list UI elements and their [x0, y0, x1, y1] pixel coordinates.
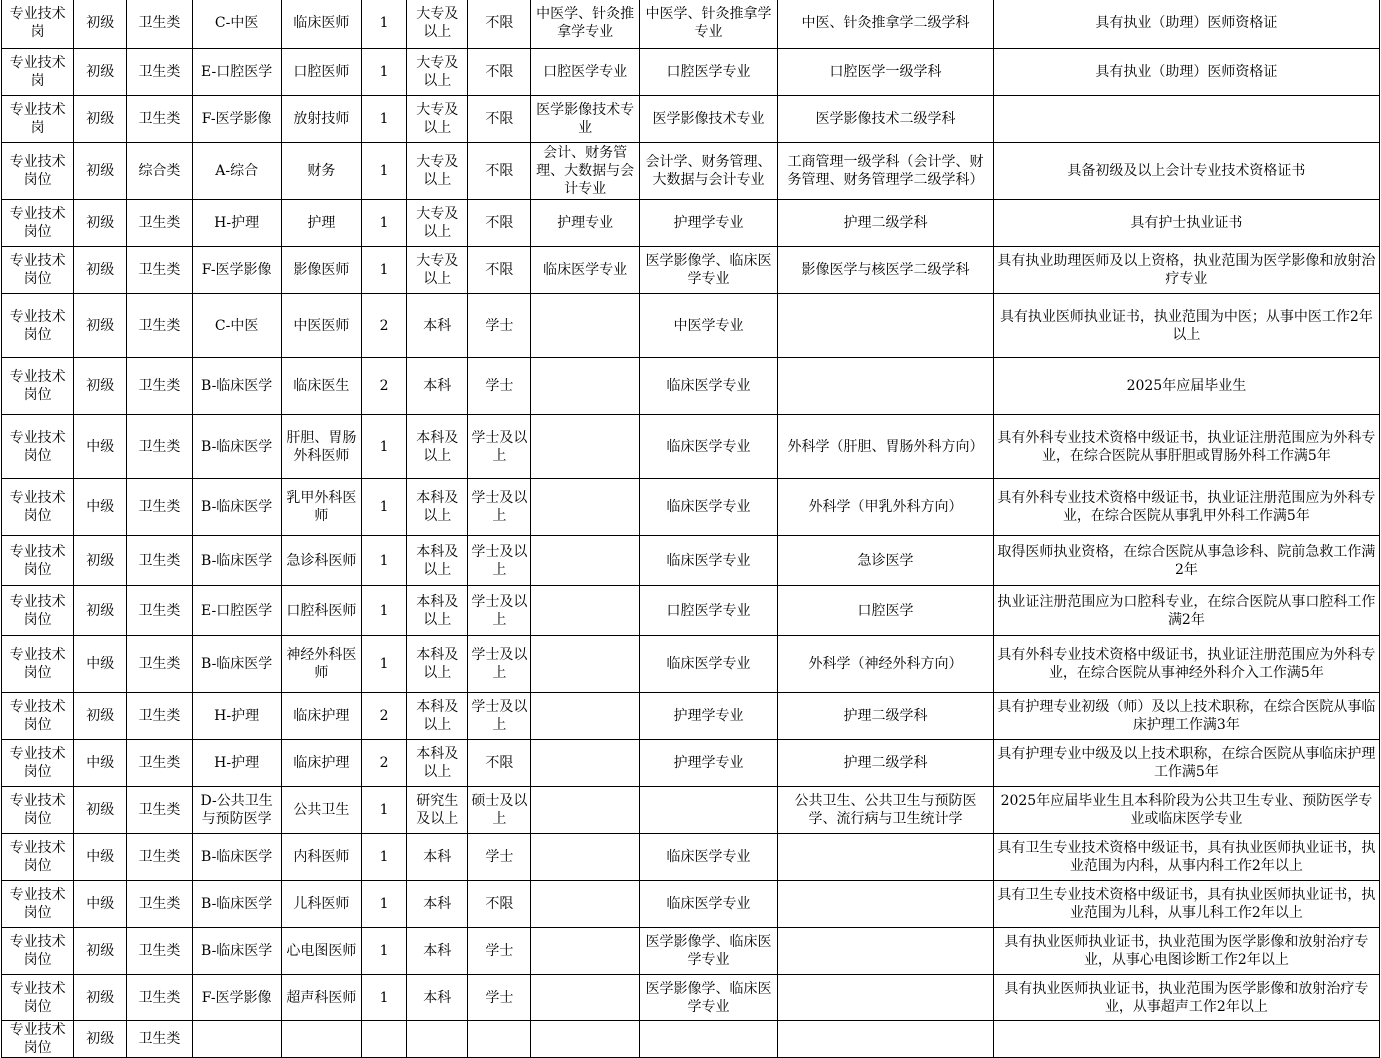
cell-graduate-major: 口腔医学一级学科: [778, 49, 994, 96]
cell-education: 本科及以上: [407, 586, 468, 636]
cell-college-major: 护理专业: [531, 200, 639, 247]
cell-graduate-major: 外科学（甲乳外科方向）: [778, 479, 994, 536]
cell-education: 大专及以上: [407, 247, 468, 294]
cell-graduate-major: 口腔医学: [778, 586, 994, 636]
cell-category: 卫生类: [127, 358, 192, 415]
cell-headcount: 1: [362, 96, 407, 143]
cell-position-name: 放射技师: [281, 96, 361, 143]
cell-college-major: [531, 358, 639, 415]
cell-bachelor-major: [639, 1021, 777, 1058]
cell-post-type: 专业技术岗位: [2, 415, 74, 479]
cell-category: 卫生类: [127, 586, 192, 636]
cell-college-major: [531, 740, 639, 787]
table-row: [2, 200, 1380, 247]
cell-post-type: 专业技术岗位: [2, 1021, 74, 1058]
cell-bachelor-major: [639, 787, 777, 834]
cell-position-name: 内科医师: [281, 834, 361, 881]
cell-other-requirements: 具有执业助理医师及以上资格，执业范围为医学影像和放射治疗专业: [993, 247, 1379, 294]
cell-post-type: 专业技术岗位: [2, 358, 74, 415]
cell-bachelor-major: 临床医学专业: [639, 479, 777, 536]
cell-degree: 不限: [468, 200, 531, 247]
cell-bachelor-major: 会计学、财务管理、大数据与会计专业: [639, 143, 777, 200]
cell-exam-category: A-综合: [192, 143, 281, 200]
cell-other-requirements: [993, 1021, 1379, 1058]
cell-education: [407, 1021, 468, 1058]
cell-headcount: 1: [362, 834, 407, 881]
cell-category: 卫生类: [127, 636, 192, 693]
cell-other-requirements: 2025年应届毕业生且本科阶段为公共卫生专业、预防医学专业或临床医学专业: [993, 787, 1379, 834]
cell-headcount: 2: [362, 358, 407, 415]
cell-bachelor-major: 临床医学专业: [639, 881, 777, 928]
cell-education: 本科及以上: [407, 636, 468, 693]
table-row: [2, 247, 1380, 294]
cell-education: 本科: [407, 834, 468, 881]
cell-bachelor-major: 医学影像学、临床医学专业: [639, 975, 777, 1021]
cell-headcount: 2: [362, 693, 407, 740]
cell-other-requirements: 具有外科专业技术资格中级证书，执业证注册范围应为外科专业，在综合医院从事神经外科介入工作满5年: [993, 636, 1379, 693]
cell-degree: 学士: [468, 928, 531, 975]
cell-degree: 学士及以上: [468, 586, 531, 636]
cell-position-name: 超声科医师: [281, 975, 361, 1021]
cell-headcount: 1: [362, 479, 407, 536]
cell-exam-category: B-临床医学: [192, 415, 281, 479]
cell-position-name: [281, 1021, 361, 1058]
cell-college-major: [531, 928, 639, 975]
cell-education: 本科: [407, 928, 468, 975]
cell-bachelor-major: 临床医学专业: [639, 415, 777, 479]
table-row: [2, 1021, 1380, 1058]
table-row: [2, 0, 1380, 49]
cell-graduate-major: 公共卫生、公共卫生与预防医学、流行病与卫生统计学: [778, 787, 994, 834]
cell-exam-category: B-临床医学: [192, 479, 281, 536]
cell-exam-category: B-临床医学: [192, 881, 281, 928]
cell-college-major: [531, 636, 639, 693]
cell-category: 卫生类: [127, 787, 192, 834]
table-row: [2, 636, 1380, 693]
table-row: [2, 740, 1380, 787]
cell-graduate-major: [778, 1021, 994, 1058]
table-row: [2, 881, 1380, 928]
cell-education: 本科: [407, 975, 468, 1021]
cell-level: 初级: [74, 0, 127, 49]
cell-college-major: [531, 787, 639, 834]
cell-degree: 学士及以上: [468, 636, 531, 693]
cell-degree: 学士: [468, 975, 531, 1021]
cell-bachelor-major: 医学影像技术专业: [639, 96, 777, 143]
cell-category: 卫生类: [127, 834, 192, 881]
cell-post-type: 专业技术岗位: [2, 294, 74, 358]
cell-degree: 不限: [468, 143, 531, 200]
cell-graduate-major: [778, 881, 994, 928]
cell-college-major: 医学影像技术专业: [531, 96, 639, 143]
cell-education: 大专及以上: [407, 49, 468, 96]
cell-category: 卫生类: [127, 479, 192, 536]
cell-post-type: 专业技术岗位: [2, 975, 74, 1021]
cell-other-requirements: 具有卫生专业技术资格中级证书，具有执业医师执业证书，执业范围为内科，从事内科工作2年以上: [993, 834, 1379, 881]
cell-college-major: [531, 415, 639, 479]
cell-degree: 学士及以上: [468, 693, 531, 740]
cell-level: 中级: [74, 479, 127, 536]
cell-degree: 学士及以上: [468, 415, 531, 479]
cell-headcount: 1: [362, 143, 407, 200]
cell-degree: 学士: [468, 358, 531, 415]
cell-degree: 不限: [468, 247, 531, 294]
cell-education: 本科及以上: [407, 415, 468, 479]
cell-education: 本科及以上: [407, 536, 468, 586]
cell-education: 本科及以上: [407, 740, 468, 787]
cell-level: 初级: [74, 96, 127, 143]
cell-degree: 学士: [468, 294, 531, 358]
cell-level: 初级: [74, 928, 127, 975]
cell-education: 本科: [407, 294, 468, 358]
cell-exam-category: E-口腔医学: [192, 49, 281, 96]
cell-level: 中级: [74, 834, 127, 881]
cell-post-type: 专业技术岗: [2, 0, 74, 49]
cell-college-major: 中医学、针灸推拿学专业: [531, 0, 639, 49]
cell-exam-category: B-临床医学: [192, 928, 281, 975]
cell-exam-category: F-医学影像: [192, 96, 281, 143]
cell-graduate-major: 外科学（肝胆、胃肠外科方向）: [778, 415, 994, 479]
cell-other-requirements: 具有外科专业技术资格中级证书，执业证注册范围应为外科专业，在综合医院从事乳甲外科工作满5年: [993, 479, 1379, 536]
cell-level: 初级: [74, 1021, 127, 1058]
cell-other-requirements: [993, 96, 1379, 143]
cell-graduate-major: 护理二级学科: [778, 740, 994, 787]
cell-post-type: 专业技术岗: [2, 96, 74, 143]
cell-exam-category: H-护理: [192, 693, 281, 740]
cell-position-name: 急诊科医师: [281, 536, 361, 586]
table-row: [2, 693, 1380, 740]
table-row: [2, 96, 1380, 143]
cell-bachelor-major: 临床医学专业: [639, 636, 777, 693]
cell-degree: 学士及以上: [468, 479, 531, 536]
cell-category: 卫生类: [127, 975, 192, 1021]
cell-college-major: 会计、财务管理、大数据与会计专业: [531, 143, 639, 200]
table-row: [2, 415, 1380, 479]
cell-college-major: [531, 586, 639, 636]
cell-post-type: 专业技术岗位: [2, 479, 74, 536]
cell-other-requirements: 具有执业医师执业证书，执业范围为医学影像和放射治疗专业，从事超声工作2年以上: [993, 975, 1379, 1021]
cell-level: 初级: [74, 143, 127, 200]
cell-education: 本科及以上: [407, 693, 468, 740]
cell-position-name: 公共卫生: [281, 787, 361, 834]
cell-exam-category: B-临床医学: [192, 636, 281, 693]
cell-other-requirements: 具有卫生专业技术资格中级证书，具有执业医师执业证书，执业范围为儿科，从事儿科工作2年以上: [993, 881, 1379, 928]
cell-headcount: 2: [362, 294, 407, 358]
cell-headcount: 1: [362, 636, 407, 693]
table-row: [2, 928, 1380, 975]
cell-graduate-major: [778, 834, 994, 881]
cell-bachelor-major: 护理学专业: [639, 200, 777, 247]
cell-other-requirements: 具有护理专业中级及以上技术职称，在综合医院从事临床护理工作满5年: [993, 740, 1379, 787]
cell-position-name: 神经外科医师: [281, 636, 361, 693]
cell-level: 初级: [74, 247, 127, 294]
cell-level: 初级: [74, 200, 127, 247]
cell-category: 卫生类: [127, 49, 192, 96]
cell-graduate-major: 急诊医学: [778, 536, 994, 586]
cell-graduate-major: 医学影像技术二级学科: [778, 96, 994, 143]
cell-category: 卫生类: [127, 200, 192, 247]
table-row: [2, 479, 1380, 536]
cell-education: 本科: [407, 358, 468, 415]
cell-other-requirements: 取得医师执业资格，在综合医院从事急诊科、院前急救工作满2年: [993, 536, 1379, 586]
cell-category: 卫生类: [127, 693, 192, 740]
cell-graduate-major: 护理二级学科: [778, 693, 994, 740]
cell-education: 大专及以上: [407, 200, 468, 247]
cell-education: 本科及以上: [407, 479, 468, 536]
cell-post-type: 专业技术岗位: [2, 586, 74, 636]
cell-headcount: 1: [362, 928, 407, 975]
cell-post-type: 专业技术岗位: [2, 740, 74, 787]
cell-position-name: 乳甲外科医师: [281, 479, 361, 536]
job-positions-table: [1, 0, 1380, 1058]
cell-post-type: 专业技术岗位: [2, 928, 74, 975]
cell-headcount: 1: [362, 415, 407, 479]
cell-graduate-major: [778, 358, 994, 415]
cell-level: 中级: [74, 740, 127, 787]
cell-position-name: 中医医师: [281, 294, 361, 358]
cell-degree: 不限: [468, 740, 531, 787]
table-row: [2, 49, 1380, 96]
table-row: [2, 536, 1380, 586]
cell-position-name: 口腔科医师: [281, 586, 361, 636]
cell-education: 大专及以上: [407, 0, 468, 49]
cell-category: 卫生类: [127, 928, 192, 975]
cell-level: 初级: [74, 586, 127, 636]
cell-exam-category: B-临床医学: [192, 834, 281, 881]
cell-other-requirements: 具备初级及以上会计专业技术资格证书: [993, 143, 1379, 200]
cell-bachelor-major: 护理学专业: [639, 693, 777, 740]
cell-headcount: 1: [362, 536, 407, 586]
cell-exam-category: H-护理: [192, 200, 281, 247]
cell-post-type: 专业技术岗位: [2, 693, 74, 740]
cell-exam-category: C-中医: [192, 294, 281, 358]
cell-position-name: 心电图医师: [281, 928, 361, 975]
cell-headcount: [362, 1021, 407, 1058]
cell-exam-category: F-医学影像: [192, 975, 281, 1021]
cell-exam-category: [192, 1021, 281, 1058]
cell-level: 初级: [74, 787, 127, 834]
cell-category: 卫生类: [127, 0, 192, 49]
cell-degree: 不限: [468, 96, 531, 143]
cell-bachelor-major: 医学影像学、临床医学专业: [639, 247, 777, 294]
cell-bachelor-major: 口腔医学专业: [639, 49, 777, 96]
cell-post-type: 专业技术岗位: [2, 536, 74, 586]
table-row: [2, 358, 1380, 415]
cell-position-name: 口腔医师: [281, 49, 361, 96]
cell-other-requirements: 具有执业医师执业证书，执业范围为医学影像和放射治疗专业，从事心电图诊断工作2年以上: [993, 928, 1379, 975]
table-row: [2, 586, 1380, 636]
cell-level: 中级: [74, 415, 127, 479]
cell-degree: 不限: [468, 881, 531, 928]
cell-category: 综合类: [127, 143, 192, 200]
cell-headcount: 1: [362, 200, 407, 247]
cell-degree: [468, 1021, 531, 1058]
cell-college-major: [531, 1021, 639, 1058]
cell-category: 卫生类: [127, 740, 192, 787]
cell-graduate-major: 工商管理一级学科（会计学、财务管理、财务管理学二级学科）: [778, 143, 994, 200]
cell-other-requirements: 具有护士执业证书: [993, 200, 1379, 247]
cell-degree: 不限: [468, 0, 531, 49]
cell-level: 初级: [74, 49, 127, 96]
cell-college-major: [531, 834, 639, 881]
cell-post-type: 专业技术岗位: [2, 881, 74, 928]
table-row: [2, 294, 1380, 358]
cell-degree: 学士及以上: [468, 536, 531, 586]
cell-post-type: 专业技术岗位: [2, 247, 74, 294]
cell-headcount: 1: [362, 975, 407, 1021]
cell-exam-category: F-医学影像: [192, 247, 281, 294]
cell-other-requirements: 具有护理专业初级（师）及以上技术职称，在综合医院从事临床护理工作满3年: [993, 693, 1379, 740]
cell-level: 初级: [74, 975, 127, 1021]
cell-other-requirements: 具有执业医师执业证书，执业范围为中医；从事中医工作2年以上: [993, 294, 1379, 358]
cell-graduate-major: 外科学（神经外科方向）: [778, 636, 994, 693]
cell-bachelor-major: 中医学专业: [639, 294, 777, 358]
cell-bachelor-major: 临床医学专业: [639, 358, 777, 415]
cell-post-type: 专业技术岗位: [2, 636, 74, 693]
cell-college-major: [531, 294, 639, 358]
cell-education: 大专及以上: [407, 96, 468, 143]
cell-post-type: 专业技术岗位: [2, 787, 74, 834]
cell-position-name: 临床护理: [281, 693, 361, 740]
cell-level: 初级: [74, 294, 127, 358]
cell-degree: 不限: [468, 49, 531, 96]
cell-bachelor-major: 中医学、针灸推拿学专业: [639, 0, 777, 49]
cell-other-requirements: 2025年应届毕业生: [993, 358, 1379, 415]
cell-post-type: 专业技术岗位: [2, 143, 74, 200]
cell-level: 中级: [74, 636, 127, 693]
cell-level: 初级: [74, 358, 127, 415]
cell-bachelor-major: 口腔医学专业: [639, 586, 777, 636]
cell-bachelor-major: 临床医学专业: [639, 536, 777, 586]
cell-exam-category: D-公共卫生与预防医学: [192, 787, 281, 834]
cell-post-type: 专业技术岗位: [2, 834, 74, 881]
cell-college-major: [531, 479, 639, 536]
cell-college-major: [531, 536, 639, 586]
cell-bachelor-major: 护理学专业: [639, 740, 777, 787]
cell-exam-category: B-临床医学: [192, 536, 281, 586]
cell-position-name: 护理: [281, 200, 361, 247]
cell-education: 本科: [407, 881, 468, 928]
cell-education: 研究生及以上: [407, 787, 468, 834]
cell-level: 初级: [74, 693, 127, 740]
cell-exam-category: C-中医: [192, 0, 281, 49]
cell-level: 初级: [74, 536, 127, 586]
table-body: [2, 0, 1380, 1058]
cell-post-type: 专业技术岗位: [2, 200, 74, 247]
cell-college-major: 口腔医学专业: [531, 49, 639, 96]
cell-exam-category: H-护理: [192, 740, 281, 787]
cell-category: 卫生类: [127, 96, 192, 143]
cell-bachelor-major: 医学影像学、临床医学专业: [639, 928, 777, 975]
cell-position-name: 临床医师: [281, 0, 361, 49]
cell-level: 中级: [74, 881, 127, 928]
table-row: [2, 787, 1380, 834]
cell-headcount: 1: [362, 49, 407, 96]
cell-other-requirements: 具有执业（助理）医师资格证: [993, 0, 1379, 49]
cell-college-major: 临床医学专业: [531, 247, 639, 294]
cell-graduate-major: 影像医学与核医学二级学科: [778, 247, 994, 294]
cell-position-name: 临床医生: [281, 358, 361, 415]
cell-exam-category: B-临床医学: [192, 358, 281, 415]
cell-other-requirements: 执业证注册范围应为口腔科专业，在综合医院从事口腔科工作满2年: [993, 586, 1379, 636]
cell-post-type: 专业技术岗: [2, 49, 74, 96]
cell-degree: 硕士及以上: [468, 787, 531, 834]
cell-other-requirements: 具有执业（助理）医师资格证: [993, 49, 1379, 96]
cell-education: 大专及以上: [407, 143, 468, 200]
cell-headcount: 1: [362, 247, 407, 294]
cell-category: 卫生类: [127, 415, 192, 479]
cell-category: 卫生类: [127, 247, 192, 294]
cell-graduate-major: 中医、针灸推拿学二级学科: [778, 0, 994, 49]
cell-graduate-major: [778, 294, 994, 358]
cell-college-major: [531, 693, 639, 740]
cell-bachelor-major: 临床医学专业: [639, 834, 777, 881]
cell-category: 卫生类: [127, 536, 192, 586]
cell-other-requirements: 具有外科专业技术资格中级证书，执业证注册范围应为外科专业，在综合医院从事肝胆或胃肠外科工作满5年: [993, 415, 1379, 479]
cell-headcount: 1: [362, 787, 407, 834]
cell-graduate-major: [778, 928, 994, 975]
cell-degree: 学士: [468, 834, 531, 881]
cell-position-name: 影像医师: [281, 247, 361, 294]
cell-college-major: [531, 881, 639, 928]
cell-position-name: 临床护理: [281, 740, 361, 787]
cell-position-name: 肝胆、胃肠外科医师: [281, 415, 361, 479]
cell-headcount: 1: [362, 881, 407, 928]
cell-headcount: 1: [362, 586, 407, 636]
table-row: [2, 143, 1380, 200]
cell-position-name: 财务: [281, 143, 361, 200]
cell-category: 卫生类: [127, 881, 192, 928]
table-row: [2, 834, 1380, 881]
cell-position-name: 儿科医师: [281, 881, 361, 928]
cell-headcount: 1: [362, 0, 407, 49]
cell-exam-category: E-口腔医学: [192, 586, 281, 636]
cell-category: 卫生类: [127, 294, 192, 358]
cell-category: 卫生类: [127, 1021, 192, 1058]
cell-headcount: 2: [362, 740, 407, 787]
cell-graduate-major: 护理二级学科: [778, 200, 994, 247]
